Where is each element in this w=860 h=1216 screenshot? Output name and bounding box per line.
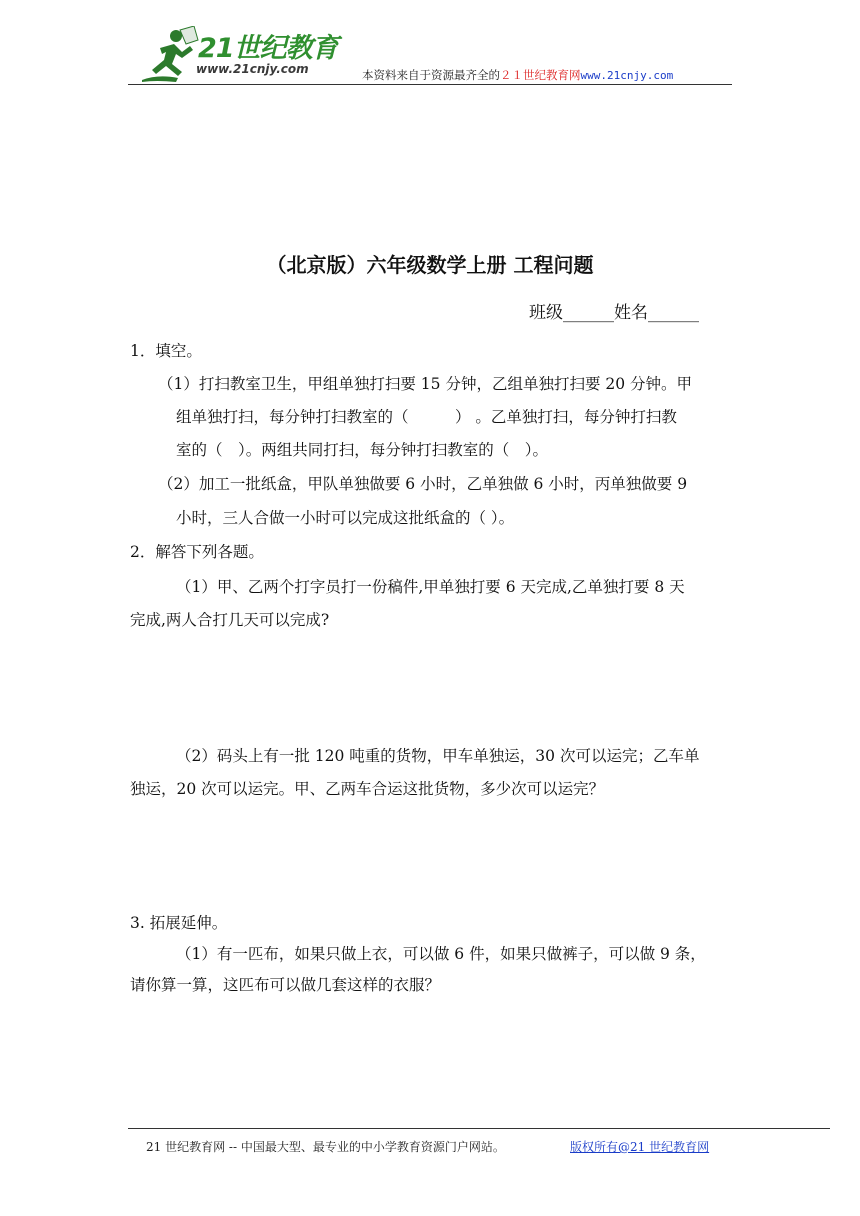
section-2-heading: 2．解答下列各题。 [130, 543, 264, 561]
question-1-2-line-1: （2）加工一批纸盒，甲队单独做要 6 小时，乙单独做 6 小时，丙单独做要 9 [158, 475, 688, 493]
question-3-1-line-2: 请你算一算，这匹布可以做几套这样的衣服？ [130, 976, 441, 994]
header-divider [128, 84, 732, 85]
footer-copyright-link[interactable]: 版权所有@21 世纪教育网 [570, 1140, 710, 1154]
section-1-heading: 1．填空。 [130, 342, 202, 360]
runner-logo-icon [138, 26, 200, 82]
section-3-heading: 3. 拓展延伸。 [130, 914, 228, 932]
logo-text: 21世纪教育 [198, 33, 338, 64]
class-name-field: 班级______姓名______ [529, 303, 699, 323]
page-title: （北京版）六年级数学上册 工程问题 [266, 253, 594, 277]
source-brand: ２１世纪教育网 [500, 68, 581, 82]
question-1-1-line-1: （1）打扫教室卫生，甲组单独打扫要 15 分钟，乙组单独打扫要 20 分钟。甲 [158, 375, 693, 393]
question-1-1-line-2: 组单独打扫，每分钟打扫教室的（ ） 。乙单独打扫，每分钟打扫教 [176, 408, 677, 426]
question-2-2-line-2: 独运，20 次可以运完。甲、乙两车合运这批货物，多少次可以运完？ [130, 780, 605, 798]
question-3-1-line-1: （1）有一匹布，如果只做上衣，可以做 6 件，如果只做裤子，可以做 9 条， [176, 945, 706, 963]
question-2-1-line-2: 完成,两人合打几天可以完成? [130, 611, 330, 629]
footer-text: 21 世纪教育网 -- 中国最大型、最专业的中小学教育资源门户网站。 [146, 1140, 505, 1154]
question-1-2-line-2: 小时，三人合做一小时可以完成这批纸盒的（ ）。 [176, 509, 515, 527]
question-1-1-line-3: 室的（ ）。两组共同打扫，每分钟打扫教室的（ ）。 [176, 441, 549, 459]
logo-url: www.21cnjy.com [196, 62, 309, 76]
source-prefix: 本资料来自于资源最齐全的 [362, 68, 500, 82]
question-2-1-line-1: （1）甲、乙两个打字员打一份稿件,甲单独打要 6 天完成,乙单独打要 8 天 [176, 578, 685, 596]
site-logo [138, 24, 338, 84]
footer-divider [128, 1128, 830, 1129]
header-source [362, 67, 673, 83]
question-2-2-line-1: （2）码头上有一批 120 吨重的货物，甲车单独运，30 次可以运完；乙车单 [176, 747, 700, 765]
source-url-link[interactable]: www.21cnjy.com [580, 69, 674, 82]
